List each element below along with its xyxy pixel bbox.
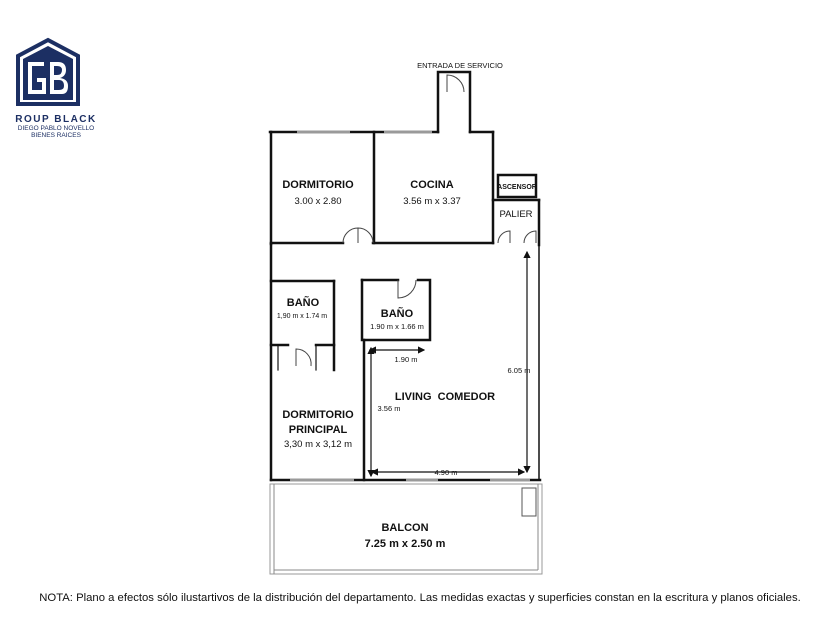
- brand-tagline-2: BIENES RAICES: [31, 132, 81, 139]
- dimension-lines: [370, 252, 527, 476]
- balcony-size: 7.25 m x 2.50 m: [364, 538, 446, 550]
- bedroom-name: DORMITORIO: [282, 179, 354, 191]
- balcony-name: BALCON: [381, 522, 429, 534]
- disclaimer-note: NOTA: Plano a efectos sólo ilustartivos de la distribución del departamento. Las medidas exactas y superficies constan en la escritura y planos oficiales.: [39, 592, 801, 604]
- master-size: 3,30 m x 3,12 m: [283, 439, 353, 450]
- bath-2-size: 1.90 m x 1.66 m: [370, 322, 424, 331]
- brand-name: ROUP BLACK: [15, 114, 97, 125]
- living-width-dim: 4.90 m: [434, 468, 458, 477]
- bath-1-size: 1,90 m x 1.74 m: [276, 313, 328, 320]
- landing-label: PALIER: [499, 209, 533, 220]
- bedroom-size: 3.00 x 2.80: [294, 196, 342, 207]
- kitchen-name: COCINA: [410, 179, 454, 191]
- service-entrance-label: ENTRADA DE SERVICIO: [417, 61, 503, 70]
- bath-2-name: BAÑO: [380, 308, 414, 320]
- living-depth-dim: 6.05 m: [507, 366, 531, 375]
- brand-logo: [18, 40, 78, 104]
- brand-tagline-1: DIEGO PABLO NOVELLO: [17, 125, 95, 132]
- bath-1-name: BAÑO: [286, 297, 320, 309]
- master-name-1: DORMITORIO: [282, 409, 354, 421]
- living-height-dim: 3.56 m: [377, 404, 401, 413]
- living-name: LIVING COMEDOR: [394, 391, 496, 403]
- elevator-label: ASCENSOR: [497, 184, 537, 191]
- kitchen-size: 3.56 m x 3.37: [403, 196, 461, 207]
- bath-width-dim: 1.90 m: [394, 355, 418, 364]
- master-name-2: PRINCIPAL: [288, 424, 348, 436]
